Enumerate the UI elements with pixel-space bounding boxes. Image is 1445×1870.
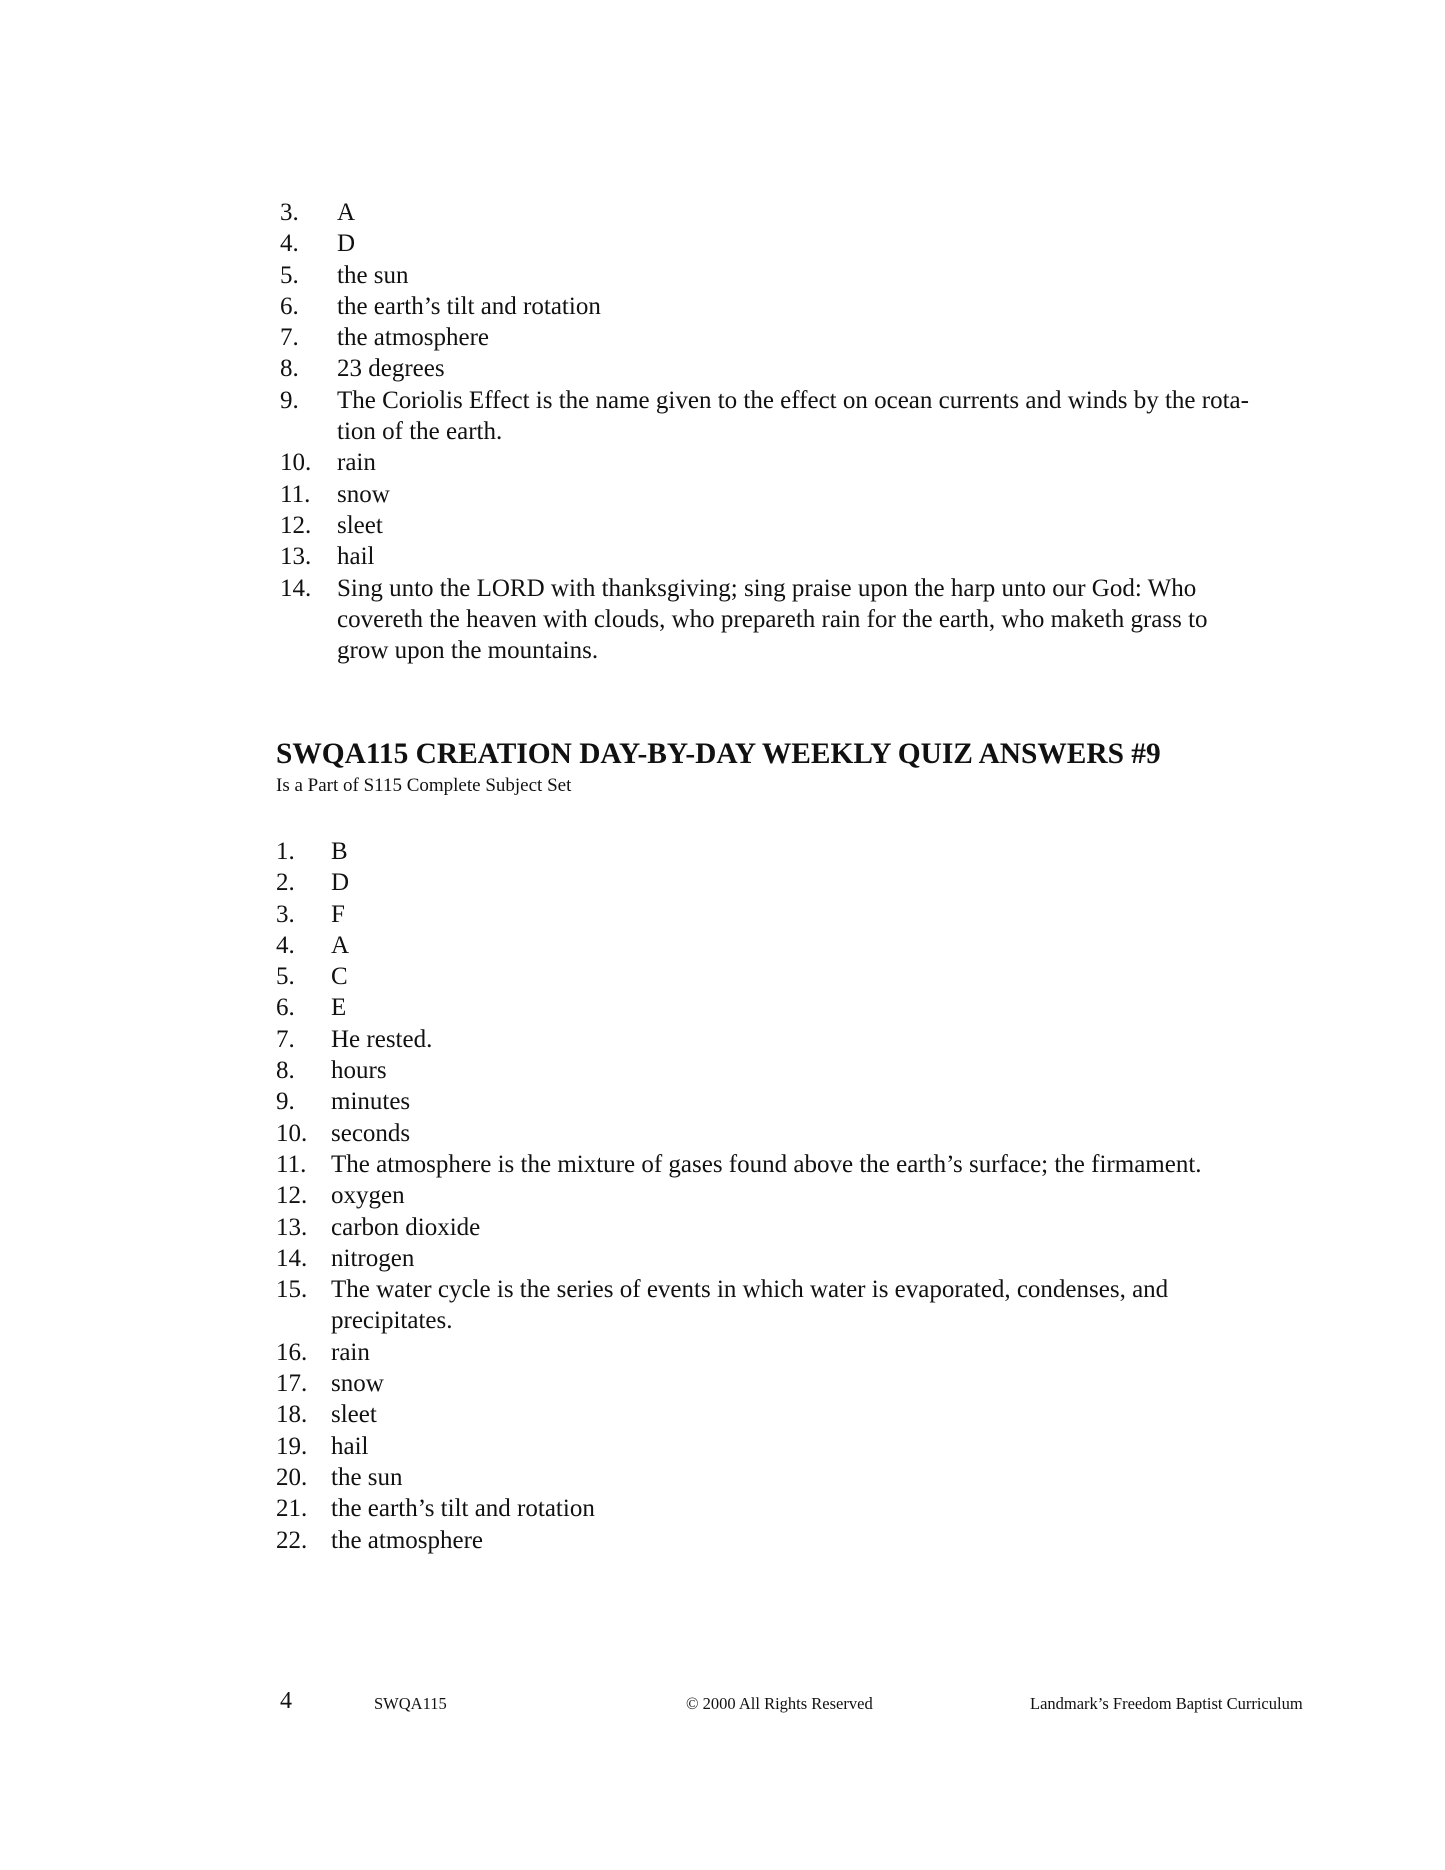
answer-text: hail (337, 543, 375, 571)
answer-number: 4. (280, 230, 299, 258)
answer-item (280, 573, 1249, 667)
answer-number: 3. (276, 900, 295, 928)
answer-item (276, 1149, 1202, 1180)
answer-number: 17. (276, 1370, 308, 1398)
footer-copyright: © 2000 All Rights Reserved (686, 1694, 873, 1713)
answer-item (276, 1431, 1202, 1462)
answer-number: 13. (276, 1213, 308, 1241)
answer-text: seconds (331, 1119, 411, 1147)
answer-item (276, 1180, 1202, 1211)
answer-number: 22. (276, 1526, 308, 1554)
answer-item (280, 541, 1249, 572)
answer-item (276, 1368, 1202, 1399)
answer-item (276, 1337, 1202, 1368)
answer-item (276, 1493, 1202, 1524)
footer-code: SWQA115 (374, 1694, 447, 1713)
answer-number: 12. (280, 511, 312, 539)
answer-item (276, 1024, 1202, 1055)
answer-number: 9. (280, 386, 299, 414)
page-number: 4 (280, 1688, 292, 1714)
answer-item (276, 1243, 1202, 1274)
answer-text: The atmosphere is the mixture of gases found above the earth’s surface; the firmament. (331, 1150, 1202, 1178)
answer-item (276, 1399, 1202, 1430)
answer-item (276, 1055, 1202, 1086)
answer-text: The Coriolis Effect is the name given to the effect on ocean currents and winds by the rota- tion of the earth. (337, 386, 1249, 446)
section-subtitle: Is a Part of S115 Complete Subject Set (276, 775, 572, 796)
answer-item (276, 930, 1202, 961)
answer-text: nitrogen (331, 1244, 415, 1272)
answer-text: snow (337, 480, 390, 508)
answer-number: 8. (280, 355, 299, 383)
answer-text: the earth’s tilt and rotation (337, 292, 601, 320)
answer-text: the sun (337, 261, 409, 289)
answer-number: 18. (276, 1401, 308, 1429)
answer-number: 2. (276, 869, 295, 897)
answer-item (276, 1274, 1202, 1337)
answer-item (276, 961, 1202, 992)
answer-text: A (337, 199, 356, 226)
answer-number: 11. (280, 480, 311, 508)
answer-item (276, 1212, 1202, 1243)
answer-item (276, 1525, 1202, 1556)
answer-text: hours (331, 1057, 387, 1085)
answer-item (276, 992, 1202, 1023)
answer-text: 23 degrees (337, 355, 445, 383)
answer-number: 12. (276, 1182, 308, 1210)
footer-publisher: Landmark’s Freedom Baptist Curriculum (1030, 1694, 1303, 1713)
answer-number: 6. (276, 994, 295, 1022)
answer-text: sleet (331, 1401, 377, 1429)
answer-text: carbon dioxide (331, 1213, 481, 1241)
answer-item (276, 1086, 1202, 1117)
answer-text: C (331, 963, 348, 991)
section-heading: SWQA115 CREATION DAY-BY-DAY WEEKLY QUIZ ANSWERS #9 (276, 738, 1161, 770)
quiz-answer-list (276, 836, 1202, 1556)
answer-number: 11. (276, 1150, 307, 1178)
answer-text: minutes (331, 1088, 411, 1116)
answer-number: 5. (276, 963, 295, 991)
answer-text: Sing unto the LORD with thanksgiving; sing praise upon the harp unto our God: Who covereth the heaven with clouds, who prepareth rain for the earth, who maketh grass to grow upon the mountains. (337, 574, 1208, 665)
answer-text: E (331, 994, 347, 1022)
answer-text: rain (337, 449, 376, 477)
answer-number: 8. (276, 1057, 295, 1085)
answer-number: 16. (276, 1338, 308, 1366)
answer-text: A (331, 931, 350, 959)
answer-item (276, 1118, 1202, 1149)
answer-item (280, 197, 1249, 228)
answer-number: 14. (276, 1244, 308, 1272)
answer-number: 9. (276, 1088, 295, 1116)
answer-number: 6. (280, 292, 299, 320)
answer-text: the sun (331, 1463, 403, 1491)
answer-text: F (331, 900, 345, 928)
answer-text: oxygen (331, 1182, 405, 1210)
answer-number: 10. (276, 1119, 308, 1147)
answer-number: 15. (276, 1276, 308, 1304)
answer-item (280, 479, 1249, 510)
answer-text: the atmosphere (337, 324, 490, 352)
answer-number: 5. (280, 261, 299, 289)
answer-number: 10. (280, 449, 312, 477)
answer-text: the earth’s tilt and rotation (331, 1495, 595, 1523)
answer-item (280, 322, 1249, 353)
answer-number: 7. (276, 1025, 295, 1053)
answer-item (276, 836, 1202, 867)
answer-number: 19. (276, 1432, 308, 1460)
answer-number: 13. (280, 543, 312, 571)
answer-number: 20. (276, 1463, 308, 1491)
answer-list-continued (280, 197, 1249, 666)
answer-text: the atmosphere (331, 1526, 484, 1554)
answer-item (280, 228, 1249, 259)
answer-item (276, 1462, 1202, 1493)
answer-number: 1. (276, 838, 295, 865)
answer-text: The water cycle is the series of events in which water is evaporated, condenses, and precipitates. (331, 1276, 1169, 1335)
answer-number: 7. (280, 324, 299, 352)
answer-item (280, 510, 1249, 541)
answer-item (280, 447, 1249, 478)
answer-item (276, 899, 1202, 930)
answer-item (280, 353, 1249, 384)
answer-number: 4. (276, 931, 295, 959)
answer-text: snow (331, 1370, 384, 1398)
answer-text: rain (331, 1338, 370, 1366)
answer-item (280, 291, 1249, 322)
answer-text: He rested. (331, 1025, 433, 1053)
answer-number: 14. (280, 574, 312, 602)
answer-text: sleet (337, 511, 383, 539)
answer-item (280, 385, 1249, 448)
answer-number: 3. (280, 199, 299, 226)
answer-item (280, 260, 1249, 291)
answer-text: D (337, 230, 356, 258)
answer-number: 21. (276, 1495, 308, 1523)
answer-text: B (331, 838, 348, 865)
answer-item (276, 867, 1202, 898)
answer-text: D (331, 869, 350, 897)
answer-text: hail (331, 1432, 369, 1460)
